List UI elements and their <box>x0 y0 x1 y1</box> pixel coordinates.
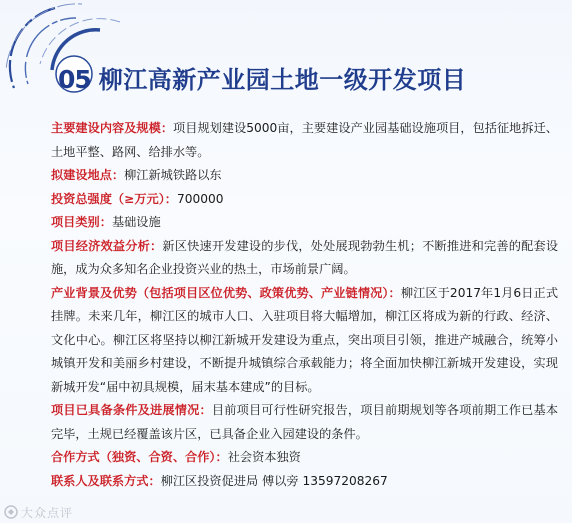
project-details <box>18 117 558 493</box>
detail-label: 项目类别： <box>51 215 112 229</box>
detail-value: 柳江区于2017年1月6日正式挂牌。未来几年，柳江区的城市人口、入驻项目将大幅增加，柳江区将成为新的行政、经济、文化中心。柳江区将坚持以柳江新城开发建设为重点，突出项目引领，推进产城融合，统筹小城镇开发和美丽乡村建设，不断提升城镇综合承载能力；将全面加快柳江新城开发建设，实现新城开发“届中初具规模，届末基本建成”的目标。 <box>51 285 559 394</box>
detail-contact <box>18 470 558 494</box>
detail-cooperation <box>18 446 558 470</box>
detail-value: 基础设施 <box>111 215 161 229</box>
detail-value: 柳江新城铁路以东 <box>124 168 222 182</box>
detail-background <box>18 282 558 400</box>
detail-label: 产业背景及优势（包括项目区位优势、政策优势、产业链情况）： <box>51 285 401 300</box>
detail-value: 柳江区投资促进局 傅以旁 13597208267 <box>160 473 388 488</box>
detail-economic-analysis <box>18 235 558 282</box>
detail-label: 项目经济效益分析： <box>51 238 163 253</box>
detail-label: 投资总强度（≥万元）： <box>51 191 177 206</box>
page-title: 柳江高新产业园土地一级开发项目 <box>98 66 467 94</box>
detail-label: 主要建设内容及规模： <box>51 121 174 135</box>
detail-label: 合作方式（独资、合资、合作）： <box>51 450 228 464</box>
detail-value: 社会资本独资 <box>227 450 301 464</box>
detail-value: 700000 <box>177 191 224 206</box>
detail-category <box>18 211 558 235</box>
detail-scale <box>18 117 558 164</box>
section-number: 05 <box>58 65 91 94</box>
watermark-text: 大众点评 <box>21 506 74 520</box>
detail-label: 联系人及联系方式： <box>51 473 161 488</box>
detail-label: 项目已具备条件及进展情况： <box>51 403 212 417</box>
detail-investment <box>18 188 558 212</box>
watermark <box>4 504 73 521</box>
detail-label: 拟建设地点： <box>51 168 125 182</box>
detail-location <box>18 164 558 188</box>
detail-value: 目前项目可行性研究报告，项目前期规划等各项前期工作已基本完毕，土规已经覆盖该片区，已具备企业入园建设的条件。 <box>51 403 559 441</box>
detail-value: 新区快速开发建设的步伐，处处展现勃勃生机；不断推进和完善的配套设施，成为众多知名企业投资兴业的热土，市场前景广阔。 <box>51 238 559 276</box>
detail-value: 项目规划建设5000亩，主要建设产业园基础设施项目，包括征地拆迁、土地平整、路网、给排水等。 <box>51 121 558 159</box>
detail-progress <box>18 399 558 446</box>
watermark-logo-icon <box>4 505 18 519</box>
section-header <box>58 60 466 95</box>
